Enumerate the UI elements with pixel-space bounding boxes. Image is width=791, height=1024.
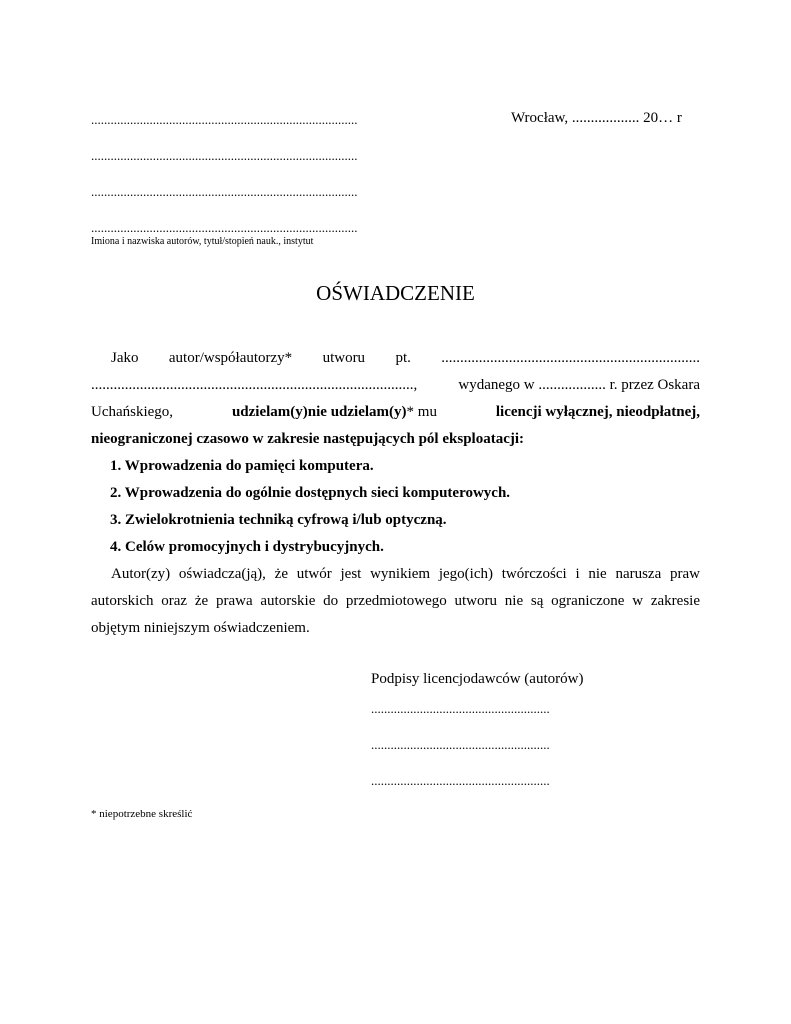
page-title: OŚWIADCZENIE [316, 281, 475, 305]
grant-choice: udzielam(y)nie udzielam(y) [231, 404, 407, 420]
license-type: licencji wyłącznej, nieodpłatnej, [495, 404, 700, 420]
declaration-line-3 [91, 615, 700, 642]
name-line-3: .................................................................................. [91, 184, 358, 199]
pt-word: pt. [395, 350, 411, 366]
body-line-1 [91, 345, 700, 372]
list-item: 4. Celów promocyjnych i dystrybucyjnych. [110, 539, 384, 555]
body-line-2 [91, 372, 700, 399]
work-word: utworu [322, 350, 366, 366]
declaration-text-3: objętym niniejszym oświadczeniem. [91, 620, 310, 636]
name-caption: Imiona i nazwiska autorów, tytuł/stopień nauk., instytut [91, 236, 314, 247]
work-dots: ......................................................................................, [91, 377, 418, 393]
name-line-4: .................................................................................. [91, 220, 358, 235]
signatures-label: Podpisy licencjodawców (autorów) [371, 671, 584, 687]
signature-line-3: ....................................................... [371, 773, 550, 788]
exploitation-fields-list [110, 453, 510, 561]
body-line-4 [91, 426, 700, 453]
declaration-line-2 [91, 588, 700, 615]
name-line-2: .................................................................................. [91, 148, 358, 163]
list-item: 1. Wprowadzenia do pamięci komputera. [110, 458, 374, 474]
list-item: 2. Wprowadzenia do ogólnie dostępnych sieci komputerowych. [110, 485, 511, 501]
title-dots: ..................................................................... [441, 350, 700, 366]
place-date: Wrocław, .................. 20… r [511, 110, 682, 126]
publisher-name: Uchańskiego, [91, 404, 174, 420]
list-item: 3. Zwielokrotnienia techniką cyfrową i/lub optyczną. [110, 512, 447, 528]
license-scope: nieograniczonej czasowo w zakresie następujących pól eksploatacji: [91, 431, 525, 447]
signature-line-1: ....................................................... [371, 701, 550, 716]
author-word: autor/współautorzy* [168, 350, 293, 366]
published-text: wydanego w .................. r. przez Oskara [458, 377, 700, 393]
grant-star: * mu [406, 404, 437, 420]
declaration-line-1 [91, 561, 700, 588]
name-line-1: .................................................................................. [91, 112, 358, 127]
declaration-paragraph [91, 561, 700, 642]
footnote: * niepotrzebne skreślić [91, 808, 193, 820]
declaration-text-2: autorskich oraz że prawa autorskie do przedmiotowego utworu nie są ograniczone w zakresie [91, 593, 700, 609]
body-line-3 [91, 399, 700, 426]
signature-line-2: ....................................................... [371, 737, 550, 752]
body-paragraph [91, 345, 700, 453]
jako-word: Jako [111, 350, 139, 366]
declaration-text-1: Autor(zy) oświadcza(ją), że utwór jest wynikiem jego(ich) twórczości i nie narusza praw [111, 566, 700, 582]
